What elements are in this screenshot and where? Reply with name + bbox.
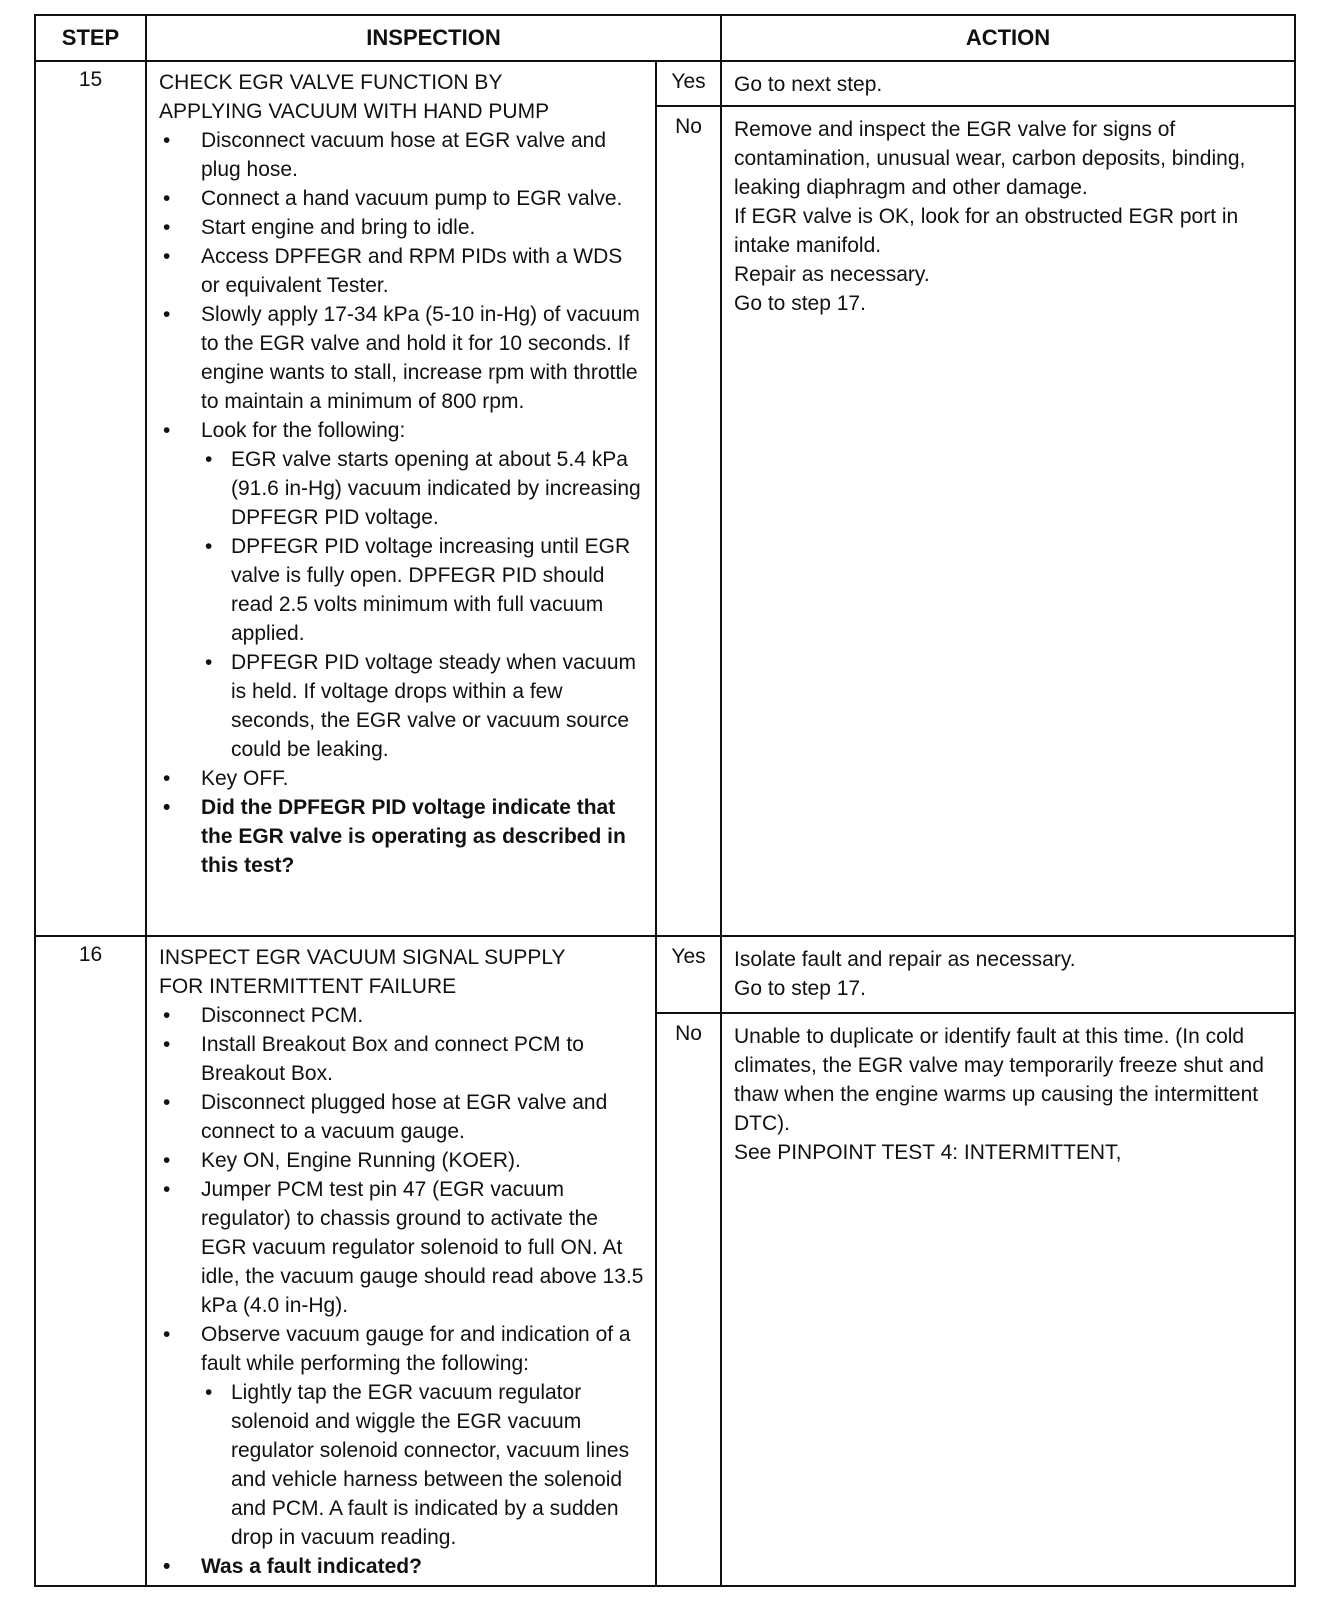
list-item: • Disconnect plugged hose at EGR valve and connect to a vacuum gauge. [159,1088,645,1146]
header-row [35,15,1295,61]
header-step: STEP [35,15,146,61]
yes-label: Yes [656,61,721,106]
inspection-list [159,126,645,880]
step-title [159,943,645,1001]
action-line: Remove and inspect the EGR valve for signs of contamination, unusual wear, carbon deposits, binding, leaking diaphragm and other damage. [734,118,1246,199]
sub-list-item: • DPFEGR PID voltage steady when vacuum is held. If voltage drops within a few seconds, the EGR valve or vacuum source could be leaking. [201,648,645,764]
no-label: No [656,106,721,936]
list-item: • Jumper PCM test pin 47 (EGR vacuum regulator) to chassis ground to activate the EGR vacuum regulator solenoid to full ON. At idle, the vacuum gauge should read above 13.5 kPa (4.0 in-Hg). [159,1175,645,1320]
list-item: • Disconnect PCM. [159,1001,645,1030]
sub-list-item: • DPFEGR PID voltage increasing until EGR valve is fully open. DPFEGR PID should read 2.5 volts minimum with full vacuum applied. [201,532,645,648]
no-label: No [656,1013,721,1586]
inspection-list [159,1001,645,1581]
step-16-yes-row [35,936,1295,1013]
list-item: • Access DPFEGR and RPM PIDs with a WDS or equivalent Tester. [159,242,645,300]
list-item: • Install Breakout Box and connect PCM to Breakout Box. [159,1030,645,1088]
diagnostic-table [34,14,1296,1587]
yes-action [721,936,1295,1013]
action-line: Go to step 17. [734,292,866,315]
list-item [159,416,645,764]
action-line: Repair as necessary. [734,263,930,286]
sub-list [201,1378,645,1552]
yes-action [721,61,1295,106]
step-title [159,68,645,126]
list-item: • Disconnect vacuum hose at EGR valve and plug hose. [159,126,645,184]
question: • Did the DPFEGR PID voltage indicate that the EGR valve is operating as described in this test? [159,793,645,880]
sub-list [201,445,645,764]
sub-list-item: • EGR valve starts opening at about 5.4 kPa (91.6 in-Hg) vacuum indicated by increasing DPFEGR PID voltage. [201,445,645,532]
step-15-inspection [146,61,656,936]
step-title-line: APPLYING VACUUM WITH HAND PUMP [159,100,550,123]
list-item [159,1320,645,1552]
action-line: Go to next step. [734,73,883,96]
step-number: 15 [35,61,146,936]
no-action [721,106,1295,936]
header-inspection: INSPECTION [146,15,721,61]
action-line: See PINPOINT TEST 4: INTERMITTENT, [734,1141,1122,1165]
yes-label: Yes [656,936,721,1013]
header-action: ACTION [721,15,1295,61]
list-item: • Key ON, Engine Running (KOER). [159,1146,645,1175]
action-line: If EGR valve is OK, look for an obstructed EGR port in intake manifold. [734,205,1239,257]
list-item: • Start engine and bring to idle. [159,213,645,242]
list-item: • Key OFF. [159,764,645,793]
action-line: Isolate fault and repair as necessary. [734,948,1076,971]
step-15-yes-row [35,61,1295,106]
step-title-line: INSPECT EGR VACUUM SIGNAL SUPPLY [159,946,566,969]
question: • Was a fault indicated? [159,1552,645,1581]
list-item-text: Look for the following: [201,419,406,442]
step-title-line: FOR INTERMITTENT FAILURE [159,975,457,998]
step-number: 16 [35,936,146,1586]
no-action [721,1013,1295,1586]
list-item-text: Observe vacuum gauge for and indication of a fault while performing the following: [201,1323,631,1375]
list-item: • Connect a hand vacuum pump to EGR valve. [159,184,645,213]
step-title-line: CHECK EGR VALVE FUNCTION BY [159,71,503,94]
sub-list-item: • Lightly tap the EGR vacuum regulator solenoid and wiggle the EGR vacuum regulator solenoid connector, vacuum lines and vehicle harness between the solenoid and PCM. A fault is indicated by a sudden drop in vacuum reading. [201,1378,645,1552]
action-line: Unable to duplicate or identify fault at this time. (In cold climates, the EGR valve may temporarily freeze shut and thaw when the engine warms up causing the intermittent DTC). [734,1025,1264,1136]
list-item: • Slowly apply 17-34 kPa (5-10 in-Hg) of vacuum to the EGR valve and hold it for 10 seconds. If engine wants to stall, increase rpm with throttle to maintain a minimum of 800 rpm. [159,300,645,416]
action-line: Go to step 17. [734,977,866,1000]
step-16-inspection [146,936,656,1586]
